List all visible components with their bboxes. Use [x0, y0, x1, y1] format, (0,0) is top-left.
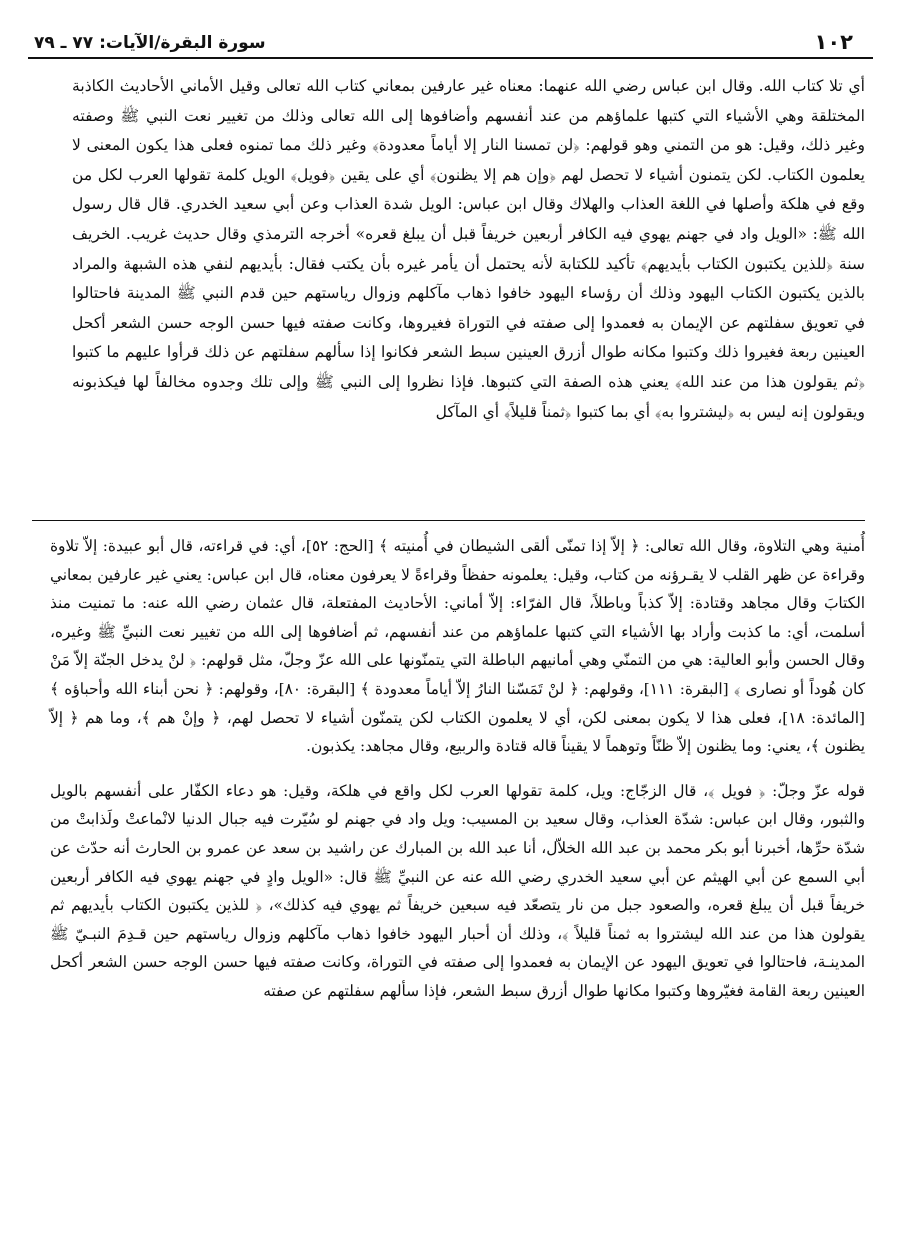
running-title: سورة البقرة/الآيات: ٧٧ ـ ٧٩ [34, 33, 266, 53]
footnote-paragraph-1: أُمنية وهي التلاوة، وقال الله تعالى: ﴿ إلاّ إذا تمنّى ألقى الشيطان في أُمنيته ﴾ [الحج: ٥٢]، أي: في قراءته، قال أبو عبيدة: إلاّ تلاوة وقراءة عن ظهر القلب لا يقـرؤنه من كتاب، وقيل: يعلمونه حفظاً وقراءةً لا يعرفون معناه، قال ابن عباس: يعني غير عارفين بمعاني الكتابَ وقال مجاهد وقتادة: إلاّ كذباً وباطلاً، قال الفرّاء: إلاّ أماني: الأحاديث المفتعلة، قال عثمان رضي الله عنه: ما تمنيت منذ أسلمت، أي: ما كذبت وأراد بها الأشياء التي كتبها علماؤهم من عند أنفسهم، ثم أضافوها إلى الله من تغيير نعت النبيِّ ﷺ وغيره، وقال الحسن وأبو العالية: هي من التمنّي وهي أمانيهم الباطلة التي يتمنّونها على الله عزّ وجلّ، مثل قولهم: ﴿ لنْ يدخل الجنّة إلاّ مَنْ كان هُوداً أو نصارى ﴾ [البقرة: ١١١]، وقولهم: ﴿ لنْ تَمَسّنا النارُ إلاّ أياماً معدودة ﴾ [البقرة: ٨٠]، وقولهم: ﴿ نحن أبناء الله وأحباؤه ﴾ [المائدة: ١٨]، فعلى هذا لا يكون بمعنى لكن، أي لا يعلمون الكتاب لكن يتمنّون أشياء لا تحصل لهم، ﴿ وإنْ هم ﴾، وما هم ﴿ إلاّ يظنون ﴾، يعني: وما يظنون إلاّ ظنّاً وتوهماً لا يقيناً قاله قتادة والربيع، وقال مجاهد: يكذبون. [50, 537, 866, 756]
page-number: ١٠٢ [814, 30, 853, 54]
header-divider [28, 57, 873, 59]
main-paragraph: أي تلا كتاب الله. وقال ابن عباس رضي الله عنهما: معناه غير عارفين بمعاني كتاب الله تعالى وقيل الأماني الأحاديث الكاذبة المختلقة وهي الأشياء التي كتبها علماؤهم من عند أنفسهم وأضافوها إلى الله تعالى وذلك من تغيير نعت النبي ﷺ وصفته وغير ذلك، وقيل: هو من التمني وهو قولهم: ﴿لن تمسنا النار إلا أياماً معدودة﴾ وغير ذلك مما تمنوه فعلى هذا يكون المعنى لا يعلمون الكتاب. لكن يتمنون أشياء لا تحصل لهم ﴿وإن هم إلا يظنون﴾ أي على يقين ﴿فويل﴾ الويل كلمة تقولها العرب لكل من وقع في هلكة وأصلها في اللغة العذاب والهلاك وقال ابن عباس: الويل شدة العذاب وعن أبي سعيد الخدري. قال قال رسول الله ﷺ: «الويل واد في جهنم يهوي فيه الكافر أربعين خريفاً قبل أن يبلغ قعره» أخرجه الترمذي وقال حديث غريب. الخريف سنة ﴿للذين يكتبون الكتاب بأيديهم﴾ تأكيد للكتابة لأنه يحتمل أن يأمر غيره بأن يكتب فقال: بأيديهم لنفي هذه الشبهة والمراد بالذين يكتبون الكتاب اليهود وذلك أن رؤساء اليهود خافوا ذهاب مآكلهم وزوال رياستهم حين قدم النبي ﷺ المدينة فاحتالوا في تعويق سفلتهم عن الإيمان به فعمدوا إلى صفته في التوراة فغيروها، وكانت صفته فيها حسن الوجه حسن الشعر أكحل العينين ربعة فغيروا ذلك وكتبوا مكانه طوال أزرق العينين سبط الشعر فكانوا إذا سألهم سفلتهم عن ذلك قرأوا عليهم ما كتبوا ﴿ثم يقولون هذا من عند الله﴾ يعني هذه الصفة التي كتبوها. فإذا نظروا إلى النبي ﷺ وإلى تلك وجدوه مخالفاً لها فيكذبونه ويقولون إنه ليس به ﴿ليشتروا به﴾ أي بما كتبوا ﴿ثمناً قليلاً﴾ أي المآكل [72, 77, 865, 421]
footnotes [50, 532, 865, 1006]
footnote-paragraph-2: قوله عزّ وجلّ: ﴿ فويل ﴾، قال الزجّاج: ويل، كلمة تقولها العرب لكل واقع في هلكة، وقيل: هو دعاء الكفّار على أنفسهم بالويل والثبور، وقال ابن عباس: شدّة العذاب، وقال سعيد بن المسيب: ويل واد في جهنم لو سُيّرت فيه جبال الدنيا لانْماعتْ ولَذابتْ من شدّة حرِّها، أخبرنا أبو بكر محمد بن عبد الله الخلاّل، أنا عبد الله بن المبارك عن راشيد بن سعد عن عمرو بن الحارث أنه حدّث عن أبي السمع عن أبي الهيثم عن أبي سعيد الخدري رضي الله عنه عن النبيِّ ﷺ قال: «الويل وادٍ في جهنم يهوي فيه الكافر أربعين خريفاً قبل أن يبلغ قعره، والصعود جبل من نار يتصعّد فيه سبعين خريفاً ثم يهوي فيه كذلك»، ﴿ للذين يكتبون الكتاب بأيديهم ثم يقولون هذا من عند الله ليشتروا به ثمناً قليلاً ﴾، وذلك أن أحبار اليهود خافوا ذهاب مآكلهم وزوال رياستهم حين قـدِمَ النبـيّ ﷺ المدينـة، فاحتالوا في تعويق اليهود عن الإيمان به فعمدوا إلى صفته في التوراة، وكانت صفته فيها حسن الوجه حسن الشعر أكحل العينين ربعة القامة فغيّروها وكتبوا مكانها طوال أزرق سبط الشعر، فإذا سألهم سفلتهم عن صفته [50, 781, 865, 1000]
footnote-divider [32, 520, 865, 521]
main-commentary [72, 72, 865, 427]
page-header [28, 30, 873, 56]
